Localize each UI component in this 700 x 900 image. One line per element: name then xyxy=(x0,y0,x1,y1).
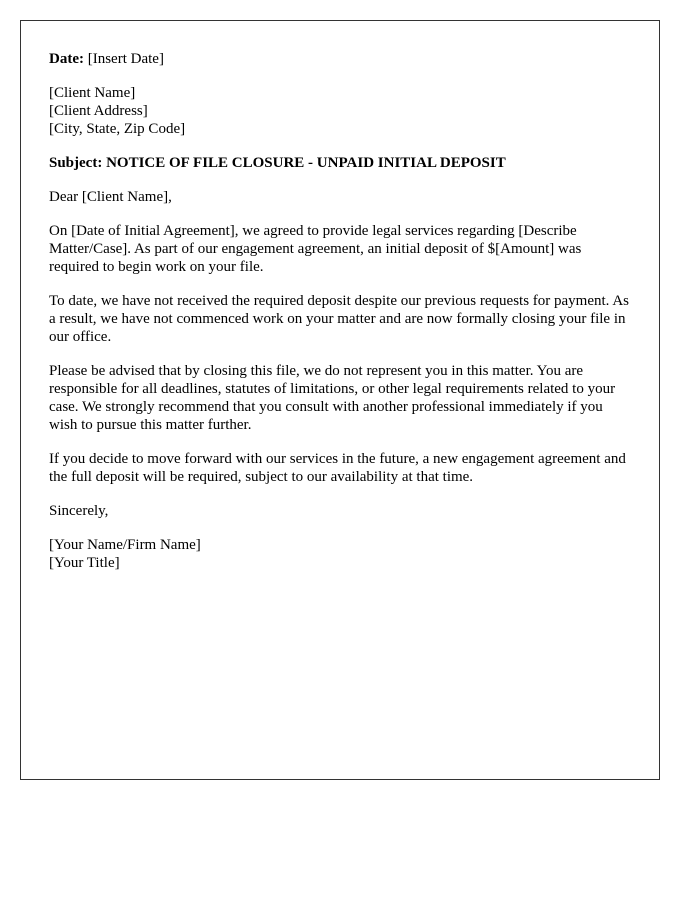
signature-title: [Your Title] xyxy=(49,555,120,571)
body-paragraph-1: On [Date of Initial Agreement], we agreed to provide legal services regarding [Describe Matter/Case]. As part of our engagement agreement, an initial deposit of $[Amount] was required to begin work on your file. xyxy=(49,223,582,275)
recipient-city-state-zip: [City, State, Zip Code] xyxy=(49,121,186,137)
body-paragraph-4: If you decide to move forward with our services in the future, a new engagement agreement and the full deposit will be required, subject to our availability at that time. xyxy=(49,451,626,485)
subject-label: Subject: xyxy=(49,155,103,171)
subject-line xyxy=(49,154,631,172)
date-line xyxy=(49,50,631,68)
signature-name: [Your Name/Firm Name] xyxy=(49,537,201,553)
recipient-address: [Client Address] xyxy=(49,103,148,119)
body-paragraph-3: Please be advised that by closing this file, we do not represent you in this matter. You are responsible for all deadlines, statutes of limitations, or other legal requirements related to your case. We strongly recommend that you consult with another professional immediately if you wish to pursue this matter further. xyxy=(49,363,616,433)
date-value: [Insert Date] xyxy=(87,51,164,67)
closing: Sincerely, xyxy=(49,503,109,519)
recipient-name: [Client Name] xyxy=(49,85,136,101)
body-paragraph-2: To date, we have not received the required deposit despite our previous requests for payment. As a result, we have not commenced work on your matter and are now formally closing your file in our office. xyxy=(49,293,630,345)
subject-value: NOTICE OF FILE CLOSURE - UNPAID INITIAL DEPOSIT xyxy=(106,155,506,171)
signature-block xyxy=(49,536,631,572)
recipient-address-block xyxy=(49,84,631,138)
letter-page xyxy=(20,20,660,780)
salutation: Dear [Client Name], xyxy=(49,189,172,205)
date-label: Date: xyxy=(49,51,84,67)
